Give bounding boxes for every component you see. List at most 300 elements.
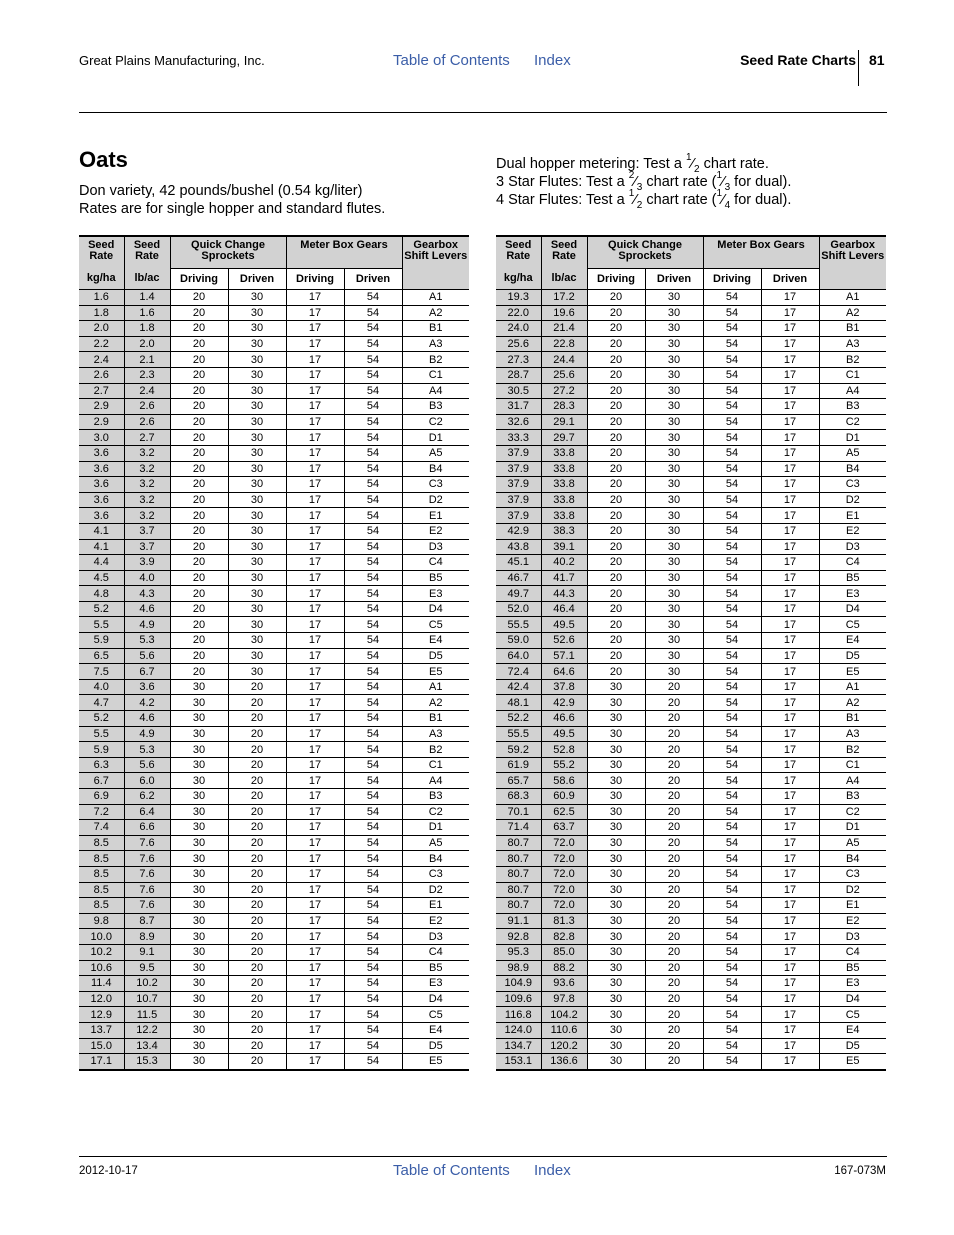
- table-row: [79, 711, 469, 727]
- index-link[interactable]: Index: [534, 52, 571, 69]
- cell-sprocket-driving: 20: [170, 290, 228, 306]
- cell-lbac: 33.8: [541, 477, 587, 493]
- cell-sprocket-driven: 20: [645, 944, 703, 960]
- cell-kgha: 31.7: [496, 399, 541, 415]
- cell-sprocket-driving: 20: [587, 414, 645, 430]
- cell-shift-lever: A4: [402, 773, 469, 789]
- cell-sprocket-driven: 20: [228, 960, 286, 976]
- cell-sprocket-driving: 20: [587, 367, 645, 383]
- cell-gear-driving: 17: [286, 383, 344, 399]
- cell-sprocket-driven: 30: [645, 601, 703, 617]
- cell-kgha: 80.7: [496, 851, 541, 867]
- cell-gear-driven: 17: [761, 898, 819, 914]
- cell-gear-driven: 17: [761, 336, 819, 352]
- cell-kgha: 124.0: [496, 1022, 541, 1038]
- table-row: [496, 601, 886, 617]
- cell-sprocket-driving: 30: [170, 804, 228, 820]
- cell-kgha: 37.9: [496, 445, 541, 461]
- cell-sprocket-driving: 20: [170, 586, 228, 602]
- cell-gear-driven: 17: [761, 1038, 819, 1054]
- cell-sprocket-driving: 30: [587, 789, 645, 805]
- cell-shift-lever: D5: [402, 648, 469, 664]
- cell-shift-lever: B4: [402, 461, 469, 477]
- cell-gear-driving: 54: [703, 290, 761, 306]
- cell-sprocket-driving: 20: [170, 399, 228, 415]
- table-row: [79, 773, 469, 789]
- cell-gear-driven: 17: [761, 664, 819, 680]
- cell-shift-lever: D4: [402, 991, 469, 1007]
- cell-kgha: 8.5: [79, 882, 124, 898]
- cell-shift-lever: A2: [819, 695, 886, 711]
- cell-kgha: 15.0: [79, 1038, 124, 1054]
- cell-sprocket-driving: 20: [170, 508, 228, 524]
- cell-sprocket-driven: 30: [645, 414, 703, 430]
- cell-sprocket-driving: 20: [587, 664, 645, 680]
- cell-gear-driving: 17: [286, 305, 344, 321]
- cell-lbac: 88.2: [541, 960, 587, 976]
- cell-lbac: 46.6: [541, 711, 587, 727]
- cell-gear-driven: 54: [344, 321, 402, 337]
- note-4-star-flutes: 4 Star Flutes: Test a $^1⁄_2$ chart rate ($^1⁄_4$ for dual).: [496, 188, 792, 211]
- cell-gear-driven: 54: [344, 1038, 402, 1054]
- cell-sprocket-driven: 30: [228, 367, 286, 383]
- cell-sprocket-driven: 20: [228, 757, 286, 773]
- cell-gear-driving: 54: [703, 461, 761, 477]
- table-row: [496, 633, 886, 649]
- cell-sprocket-driving: 20: [587, 399, 645, 415]
- cell-shift-lever: D3: [402, 929, 469, 945]
- cell-gear-driving: 17: [286, 290, 344, 306]
- cell-gear-driven: 54: [344, 991, 402, 1007]
- cell-gear-driving: 54: [703, 757, 761, 773]
- cell-kgha: 98.9: [496, 960, 541, 976]
- cell-gear-driving: 17: [286, 633, 344, 649]
- cell-lbac: 6.2: [124, 789, 170, 805]
- cell-gear-driven: 54: [344, 679, 402, 695]
- cell-lbac: 3.7: [124, 523, 170, 539]
- company-name: Great Plains Manufacturing, Inc.: [79, 53, 265, 68]
- cell-lbac: 1.6: [124, 305, 170, 321]
- cell-sprocket-driving: 20: [170, 555, 228, 571]
- cell-kgha: 6.3: [79, 757, 124, 773]
- cell-gear-driven: 17: [761, 757, 819, 773]
- cell-gear-driven: 54: [344, 383, 402, 399]
- cell-sprocket-driving: 20: [587, 336, 645, 352]
- cell-shift-lever: E4: [819, 1022, 886, 1038]
- table-row: [79, 617, 469, 633]
- cell-lbac: 60.9: [541, 789, 587, 805]
- cell-lbac: 10.2: [124, 976, 170, 992]
- table-row: [496, 960, 886, 976]
- cell-shift-lever: E5: [402, 664, 469, 680]
- table-row: [79, 1007, 469, 1023]
- col-gear-driven: Driven: [761, 269, 819, 290]
- cell-shift-lever: E3: [819, 586, 886, 602]
- cell-gear-driving: 54: [703, 570, 761, 586]
- cell-sprocket-driving: 30: [587, 804, 645, 820]
- cell-shift-lever: E4: [819, 633, 886, 649]
- cell-gear-driven: 17: [761, 601, 819, 617]
- cell-kgha: 19.3: [496, 290, 541, 306]
- cell-sprocket-driving: 30: [170, 960, 228, 976]
- cell-gear-driving: 54: [703, 414, 761, 430]
- cell-sprocket-driving: 20: [587, 617, 645, 633]
- cell-gear-driving: 54: [703, 1038, 761, 1054]
- footer-table-of-contents-link[interactable]: Table of Contents: [393, 1162, 510, 1179]
- cell-lbac: 3.7: [124, 539, 170, 555]
- cell-gear-driven: 17: [761, 555, 819, 571]
- cell-sprocket-driving: 20: [587, 601, 645, 617]
- cell-shift-lever: A5: [402, 835, 469, 851]
- cell-lbac: 5.6: [124, 757, 170, 773]
- cell-sprocket-driven: 20: [228, 679, 286, 695]
- cell-gear-driven: 54: [344, 929, 402, 945]
- cell-gear-driving: 54: [703, 601, 761, 617]
- cell-gear-driving: 17: [286, 648, 344, 664]
- cell-gear-driving: 17: [286, 679, 344, 695]
- cell-lbac: 85.0: [541, 944, 587, 960]
- cell-shift-lever: D2: [819, 492, 886, 508]
- cell-gear-driving: 54: [703, 820, 761, 836]
- cell-lbac: 15.3: [124, 1054, 170, 1070]
- table-row: [496, 477, 886, 493]
- cell-kgha: 28.7: [496, 367, 541, 383]
- cell-shift-lever: D4: [402, 601, 469, 617]
- cell-gear-driving: 17: [286, 617, 344, 633]
- cell-gear-driven: 17: [761, 960, 819, 976]
- cell-sprocket-driving: 30: [587, 976, 645, 992]
- cell-gear-driving: 17: [286, 430, 344, 446]
- cell-lbac: 4.9: [124, 617, 170, 633]
- cell-sprocket-driven: 20: [228, 882, 286, 898]
- cell-shift-lever: D3: [402, 539, 469, 555]
- cell-lbac: 64.6: [541, 664, 587, 680]
- table-row: [79, 679, 469, 695]
- cell-gear-driving: 17: [286, 336, 344, 352]
- cell-kgha: 43.8: [496, 539, 541, 555]
- cell-sprocket-driven: 30: [645, 617, 703, 633]
- cell-sprocket-driven: 20: [645, 835, 703, 851]
- cell-gear-driving: 17: [286, 960, 344, 976]
- cell-sprocket-driving: 20: [170, 414, 228, 430]
- col-kgha: kg/ha: [496, 269, 541, 290]
- col-seed-rate-lb: Seed Rate: [124, 236, 170, 269]
- cell-gear-driven: 17: [761, 991, 819, 1007]
- cell-sprocket-driven: 30: [645, 508, 703, 524]
- cell-kgha: 9.8: [79, 913, 124, 929]
- cell-sprocket-driven: 20: [228, 1054, 286, 1070]
- cell-sprocket-driving: 30: [587, 742, 645, 758]
- col-sprocket-driving: Driving: [587, 269, 645, 290]
- cell-lbac: 19.6: [541, 305, 587, 321]
- cell-sprocket-driven: 20: [645, 866, 703, 882]
- table-row: [496, 336, 886, 352]
- cell-lbac: 21.4: [541, 321, 587, 337]
- cell-sprocket-driving: 30: [587, 944, 645, 960]
- col-lbac: lb/ac: [124, 269, 170, 290]
- cell-sprocket-driven: 30: [228, 383, 286, 399]
- cell-sprocket-driving: 30: [587, 757, 645, 773]
- cell-gear-driving: 54: [703, 835, 761, 851]
- cell-shift-lever: D5: [402, 1038, 469, 1054]
- cell-sprocket-driven: 30: [228, 430, 286, 446]
- table-row: [79, 757, 469, 773]
- cell-kgha: 5.5: [79, 726, 124, 742]
- cell-sprocket-driving: 20: [587, 477, 645, 493]
- cell-sprocket-driving: 30: [170, 913, 228, 929]
- cell-kgha: 71.4: [496, 820, 541, 836]
- cell-sprocket-driving: 20: [587, 305, 645, 321]
- cell-kgha: 3.6: [79, 461, 124, 477]
- cell-kgha: 8.5: [79, 835, 124, 851]
- cell-gear-driven: 17: [761, 586, 819, 602]
- table-row: [79, 492, 469, 508]
- table-row: [496, 445, 886, 461]
- cell-gear-driving: 54: [703, 679, 761, 695]
- cell-lbac: 3.2: [124, 508, 170, 524]
- cell-gear-driven: 17: [761, 866, 819, 882]
- cell-sprocket-driven: 30: [228, 305, 286, 321]
- cell-sprocket-driving: 20: [587, 508, 645, 524]
- cell-sprocket-driven: 20: [645, 898, 703, 914]
- footer-index-link[interactable]: Index: [534, 1162, 571, 1179]
- cell-sprocket-driving: 30: [587, 726, 645, 742]
- cell-lbac: 2.6: [124, 414, 170, 430]
- cell-shift-lever: D1: [819, 430, 886, 446]
- cell-gear-driving: 54: [703, 539, 761, 555]
- cell-sprocket-driving: 30: [170, 1038, 228, 1054]
- cell-shift-lever: B2: [402, 742, 469, 758]
- table-row: [496, 367, 886, 383]
- description-line: Don variety, 42 pounds/bushel (0.54 kg/liter): [79, 183, 363, 199]
- cell-sprocket-driving: 30: [170, 882, 228, 898]
- cell-lbac: 4.3: [124, 586, 170, 602]
- table-row: [79, 367, 469, 383]
- cell-kgha: 25.6: [496, 336, 541, 352]
- cell-gear-driving: 54: [703, 430, 761, 446]
- cell-lbac: 29.1: [541, 414, 587, 430]
- cell-shift-lever: B3: [402, 789, 469, 805]
- table-row: [496, 1054, 886, 1070]
- cell-lbac: 5.3: [124, 633, 170, 649]
- cell-kgha: 30.5: [496, 383, 541, 399]
- cell-gear-driving: 54: [703, 367, 761, 383]
- table-row: [79, 976, 469, 992]
- cell-lbac: 28.3: [541, 399, 587, 415]
- cell-gear-driving: 54: [703, 804, 761, 820]
- table-row: [79, 913, 469, 929]
- cell-shift-lever: B3: [819, 789, 886, 805]
- cell-gear-driving: 54: [703, 633, 761, 649]
- cell-sprocket-driven: 20: [645, 1038, 703, 1054]
- cell-sprocket-driven: 20: [228, 804, 286, 820]
- table-row: [496, 414, 886, 430]
- cell-sprocket-driven: 30: [228, 601, 286, 617]
- cell-gear-driving: 17: [286, 1038, 344, 1054]
- cell-sprocket-driven: 20: [645, 960, 703, 976]
- table-row: [79, 523, 469, 539]
- cell-gear-driving: 17: [286, 399, 344, 415]
- cell-gear-driving: 54: [703, 711, 761, 727]
- cell-gear-driven: 54: [344, 601, 402, 617]
- cell-gear-driving: 54: [703, 1007, 761, 1023]
- cell-kgha: 42.9: [496, 523, 541, 539]
- cell-gear-driven: 54: [344, 399, 402, 415]
- cell-gear-driving: 54: [703, 586, 761, 602]
- cell-kgha: 70.1: [496, 804, 541, 820]
- cell-sprocket-driven: 20: [228, 773, 286, 789]
- header-divider: [858, 50, 859, 86]
- cell-sprocket-driven: 30: [228, 492, 286, 508]
- cell-kgha: 42.4: [496, 679, 541, 695]
- table-row: [496, 352, 886, 368]
- cell-lbac: 2.0: [124, 336, 170, 352]
- table-row: [496, 898, 886, 914]
- cell-lbac: 37.8: [541, 679, 587, 695]
- cell-shift-lever: B1: [402, 321, 469, 337]
- cell-sprocket-driving: 30: [170, 866, 228, 882]
- table-row: [496, 290, 886, 306]
- cell-kgha: 6.7: [79, 773, 124, 789]
- cell-lbac: 44.3: [541, 586, 587, 602]
- table-row: [496, 835, 886, 851]
- cell-sprocket-driving: 30: [170, 991, 228, 1007]
- cell-kgha: 33.3: [496, 430, 541, 446]
- table-row: [79, 1022, 469, 1038]
- cell-kgha: 10.0: [79, 929, 124, 945]
- cell-sprocket-driving: 30: [170, 898, 228, 914]
- cell-kgha: 59.2: [496, 742, 541, 758]
- cell-kgha: 59.0: [496, 633, 541, 649]
- cell-gear-driving: 54: [703, 866, 761, 882]
- cell-sprocket-driving: 30: [170, 944, 228, 960]
- cell-gear-driving: 54: [703, 991, 761, 1007]
- cell-gear-driven: 54: [344, 804, 402, 820]
- table-row: [79, 290, 469, 306]
- cell-shift-lever: C5: [402, 617, 469, 633]
- cell-shift-lever: B5: [402, 570, 469, 586]
- cell-shift-lever: E2: [819, 523, 886, 539]
- cell-gear-driving: 17: [286, 555, 344, 571]
- cell-gear-driven: 54: [344, 367, 402, 383]
- col-sprocket-driving: Driving: [170, 269, 228, 290]
- cell-sprocket-driven: 30: [645, 555, 703, 571]
- cell-sprocket-driven: 30: [228, 617, 286, 633]
- cell-sprocket-driven: 30: [228, 461, 286, 477]
- cell-gear-driving: 17: [286, 976, 344, 992]
- cell-gear-driving: 54: [703, 336, 761, 352]
- cell-kgha: 3.6: [79, 477, 124, 493]
- cell-lbac: 11.5: [124, 1007, 170, 1023]
- cell-sprocket-driving: 20: [587, 430, 645, 446]
- cell-lbac: 2.1: [124, 352, 170, 368]
- cell-gear-driven: 54: [344, 508, 402, 524]
- cell-lbac: 33.8: [541, 508, 587, 524]
- cell-sprocket-driving: 30: [170, 726, 228, 742]
- cell-gear-driving: 17: [286, 773, 344, 789]
- cell-sprocket-driven: 20: [228, 789, 286, 805]
- cell-lbac: 72.0: [541, 835, 587, 851]
- cell-gear-driving: 17: [286, 539, 344, 555]
- cell-sprocket-driven: 20: [645, 1054, 703, 1070]
- cell-lbac: 4.9: [124, 726, 170, 742]
- table-row: [79, 445, 469, 461]
- cell-shift-lever: C2: [819, 804, 886, 820]
- table-of-contents-link[interactable]: Table of Contents: [393, 52, 510, 69]
- table-row: [496, 913, 886, 929]
- table-row: [496, 321, 886, 337]
- table-row: [496, 570, 886, 586]
- cell-gear-driven: 54: [344, 835, 402, 851]
- cell-kgha: 1.6: [79, 290, 124, 306]
- cell-lbac: 104.2: [541, 1007, 587, 1023]
- cell-sprocket-driven: 30: [645, 648, 703, 664]
- cell-sprocket-driven: 20: [228, 820, 286, 836]
- crop-description: [79, 182, 385, 218]
- cell-shift-lever: D1: [402, 820, 469, 836]
- cell-sprocket-driving: 20: [170, 430, 228, 446]
- cell-shift-lever: C4: [402, 944, 469, 960]
- cell-sprocket-driven: 20: [645, 742, 703, 758]
- cell-gear-driven: 54: [344, 726, 402, 742]
- cell-sprocket-driven: 30: [228, 586, 286, 602]
- cell-sprocket-driving: 30: [170, 835, 228, 851]
- cell-sprocket-driving: 30: [587, 820, 645, 836]
- cell-gear-driven: 17: [761, 1007, 819, 1023]
- cell-lbac: 1.8: [124, 321, 170, 337]
- table-row: [79, 742, 469, 758]
- cell-sprocket-driving: 30: [587, 695, 645, 711]
- cell-shift-lever: B3: [819, 399, 886, 415]
- cell-sprocket-driving: 30: [587, 1038, 645, 1054]
- cell-shift-lever: B4: [819, 851, 886, 867]
- table-row: [496, 508, 886, 524]
- cell-sprocket-driven: 20: [228, 742, 286, 758]
- cell-kgha: 7.2: [79, 804, 124, 820]
- cell-sprocket-driven: 30: [228, 445, 286, 461]
- cell-sprocket-driven: 20: [645, 773, 703, 789]
- col-meter-box-gears: Meter Box Gears: [703, 236, 819, 269]
- cell-sprocket-driving: 20: [170, 321, 228, 337]
- cell-sprocket-driven: 20: [228, 695, 286, 711]
- cell-gear-driven: 17: [761, 445, 819, 461]
- cell-gear-driving: 54: [703, 944, 761, 960]
- cell-kgha: 65.7: [496, 773, 541, 789]
- cell-shift-lever: D3: [819, 539, 886, 555]
- cell-gear-driving: 17: [286, 726, 344, 742]
- table-row: [496, 991, 886, 1007]
- cell-shift-lever: B1: [819, 321, 886, 337]
- cell-gear-driving: 17: [286, 742, 344, 758]
- cell-gear-driven: 17: [761, 1054, 819, 1070]
- cell-kgha: 5.5: [79, 617, 124, 633]
- cell-lbac: 52.8: [541, 742, 587, 758]
- table-row: [79, 944, 469, 960]
- cell-gear-driven: 17: [761, 679, 819, 695]
- col-lbac: lb/ac: [541, 269, 587, 290]
- cell-sprocket-driven: 20: [645, 1007, 703, 1023]
- cell-gear-driven: 54: [344, 352, 402, 368]
- cell-shift-lever: A2: [402, 305, 469, 321]
- cell-lbac: 72.0: [541, 866, 587, 882]
- cell-gear-driven: 54: [344, 633, 402, 649]
- cell-sprocket-driving: 20: [587, 461, 645, 477]
- cell-lbac: 24.4: [541, 352, 587, 368]
- description-line: Rates are for single hopper and standard flutes.: [79, 201, 386, 217]
- cell-sprocket-driving: 20: [170, 492, 228, 508]
- cell-sprocket-driven: 20: [645, 913, 703, 929]
- cell-sprocket-driven: 30: [645, 492, 703, 508]
